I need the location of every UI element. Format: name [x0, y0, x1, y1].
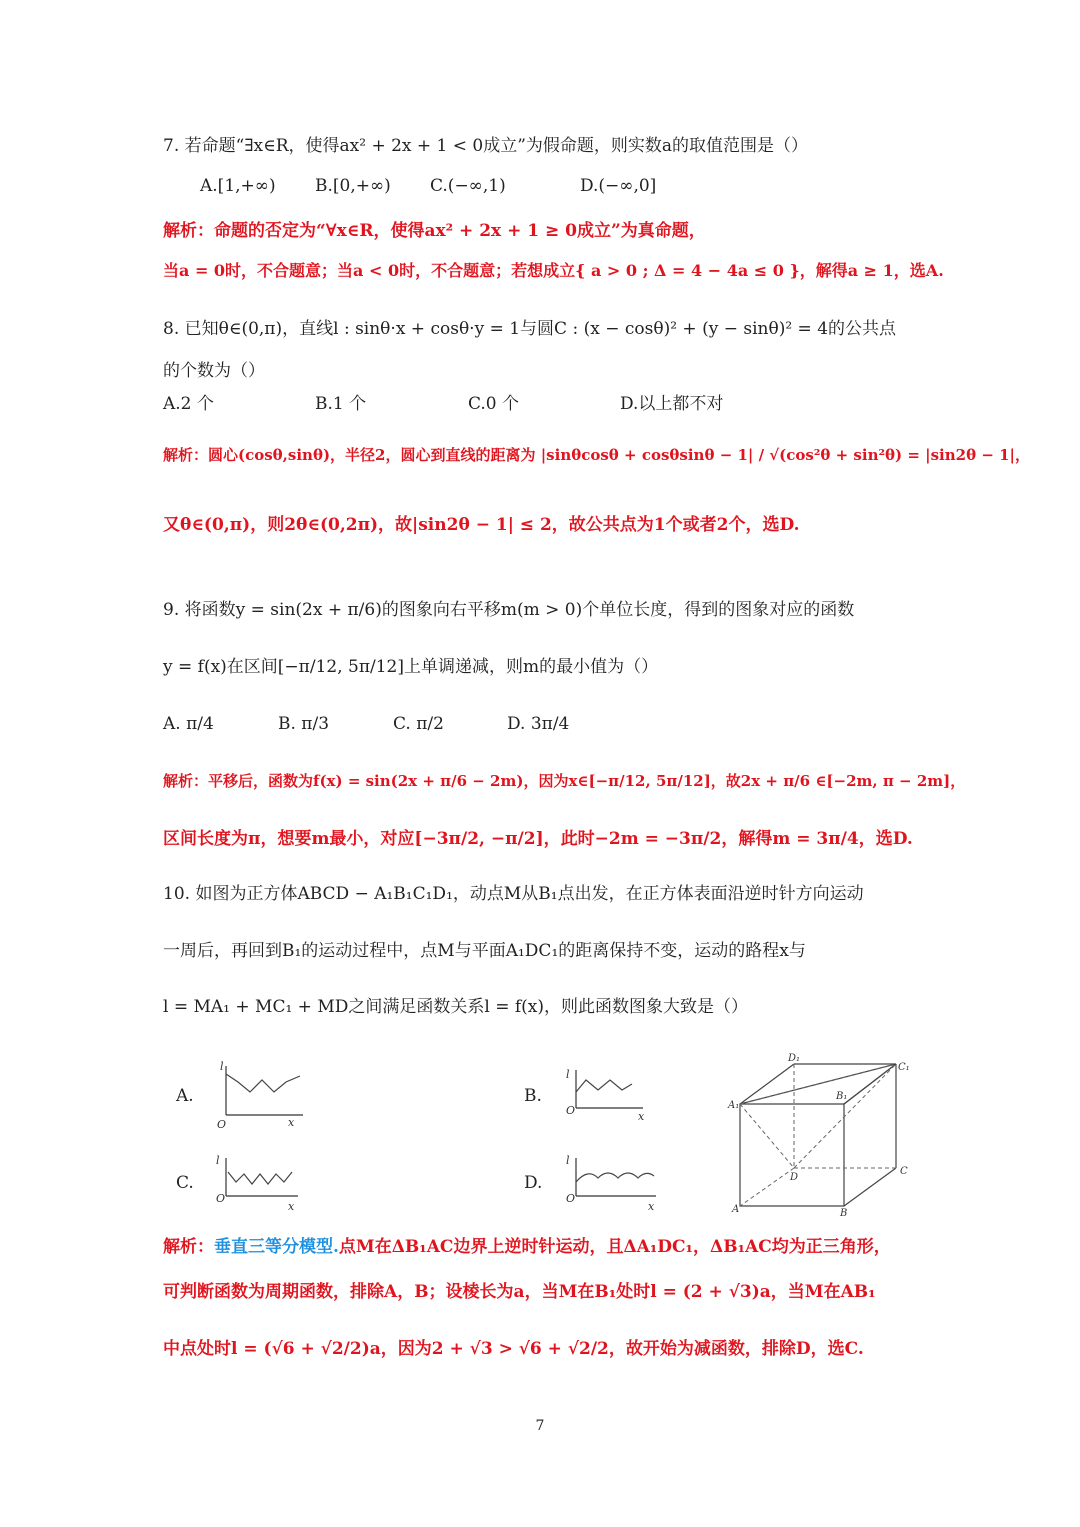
q8-option-d: D.以上都不对: [620, 394, 724, 414]
q10-graph-label-d: D.: [524, 1173, 543, 1193]
svg-text:B: B: [840, 1208, 848, 1219]
q10-solution-prefix: 解析：: [163, 1237, 214, 1257]
svg-text:l: l: [220, 1060, 224, 1073]
svg-text:A₁: A₁: [728, 1100, 740, 1111]
q8-option-a: A.2 个: [163, 394, 214, 414]
q10-graph-b: [558, 1066, 658, 1126]
q8-option-c: C.0 个: [468, 394, 520, 414]
q10-stem-line2: 一周后，再回到B₁的运动过程中，点M与平面A₁DC₁的距离保持不变，运动的路程x与: [163, 941, 806, 961]
svg-text:l: l: [216, 1154, 220, 1167]
svg-text:x: x: [288, 1116, 295, 1129]
q10-solution-line3: 中点处时l = (√6 + √2/2)a，因为2 + √3 > √6 + √2/2，故开始为减函数，排除D，选C.: [163, 1339, 864, 1359]
q10-graph-d: [558, 1152, 668, 1212]
svg-text:O: O: [216, 1192, 226, 1205]
q9-option-a: A. π/4: [163, 714, 214, 734]
svg-text:C₁: C₁: [898, 1062, 910, 1073]
q10-graph-label-b: B.: [524, 1086, 542, 1106]
page-number: 7: [535, 1418, 545, 1434]
q8-solution-line1: 解析：圆心(cosθ,sinθ)，半径2，圆心到直线的距离为 |sinθcosθ + cosθsinθ − 1| / √(cos²θ + sin²θ) = |sin2θ − 1|，: [163, 446, 1031, 464]
svg-text:x: x: [638, 1110, 645, 1123]
q7-option-b: B.[0,+∞): [315, 176, 391, 196]
svg-text:A: A: [732, 1204, 740, 1215]
q7-stem: 7. 若命题“∃x∈R，使得ax² + 2x + 1 < 0成立”为假命题，则实数a的取值范围是（）: [163, 136, 809, 156]
q7-option-a: A.[1,+∞): [200, 176, 276, 196]
q8-option-b: B.1 个: [315, 394, 367, 414]
q7-option-c: C.(−∞,1): [430, 176, 506, 196]
q8-solution-line2: 又θ∈(0,π)，则2θ∈(0,2π)，故|sin2θ − 1| ≤ 2，故公共点为1个或者2个，选D.: [163, 515, 800, 535]
svg-text:O: O: [566, 1104, 576, 1117]
q7-solution-line1: 解析：命题的否定为“∀x∈R，使得ax² + 2x + 1 ≥ 0成立”为真命题，: [163, 221, 706, 241]
q7-solution-line2: 当a = 0时，不合题意；当a < 0时，不合题意；若想成立{ a > 0 ; Δ = 4 − 4a ≤ 0 }，解得a ≥ 1，选A.: [163, 261, 944, 280]
q9-solution-line2: 区间长度为π，想要m最小，对应[−3π/2, −π/2]，此时−2m = −3π/2，解得m = 3π/4，选D.: [163, 829, 913, 849]
q10-solution-line1: [163, 1236, 891, 1258]
q10-solution-rest: 点M在ΔB₁AC边界上逆时针运动，且ΔA₁DC₁，ΔB₁AC均为正三角形，: [338, 1237, 891, 1257]
svg-text:l: l: [566, 1068, 570, 1081]
svg-text:O: O: [217, 1118, 227, 1130]
q10-graph-a: [208, 1060, 308, 1130]
q10-solution-model: 垂直三等分模型.: [214, 1237, 339, 1257]
q9-stem-line1: 9. 将函数y = sin(2x + π/6)的图象向右平移m(m > 0)个单位长度，得到的图象对应的函数: [163, 600, 855, 620]
q9-solution-line1: 解析：平移后，函数为f(x) = sin(2x + π/6 − 2m)，因为x∈[−π/12, 5π/12]，故2x + π/6 ∈[−2m, π − 2m]，: [163, 772, 966, 790]
q10-solution-line2: 可判断函数为周期函数，排除A，B；设棱长为a，当M在B₁处时l = (2 + √3)a，当M在AB₁: [163, 1282, 876, 1302]
q10-graph-label-a: A.: [176, 1086, 194, 1106]
svg-text:D₁: D₁: [788, 1053, 801, 1064]
svg-text:l: l: [566, 1154, 570, 1167]
q10-stem-line1: 10. 如图为正方体ABCD − A₁B₁C₁D₁，动点M从B₁点出发，在正方体表面沿逆时针方向运动: [163, 884, 864, 904]
q8-stem-line1: 8. 已知θ∈(0,π)，直线l : sinθ·x + cosθ·y = 1与圆C : (x − cosθ)² + (y − sinθ)² = 4的公共点: [163, 319, 897, 339]
q8-stem-line2: 的个数为（）: [163, 361, 265, 381]
svg-text:C: C: [900, 1166, 908, 1177]
q7-option-d: D.(−∞,0]: [580, 176, 657, 196]
q9-option-b: B. π/3: [278, 714, 330, 734]
q10-graph-c: [208, 1152, 308, 1212]
cube-figure: [726, 1050, 916, 1220]
svg-text:B₁: B₁: [836, 1091, 848, 1102]
q9-option-d: D. 3π/4: [507, 714, 570, 734]
q10-stem-line3: l = MA₁ + MC₁ + MD之间满足函数关系l = f(x)，则此函数图象大致是（）: [163, 997, 748, 1017]
svg-text:x: x: [288, 1200, 295, 1212]
svg-text:D: D: [790, 1172, 799, 1183]
q9-stem-line2: y = f(x)在区间[−π/12, 5π/12]上单调递减，则m的最小值为（）: [163, 657, 659, 677]
svg-text:x: x: [648, 1200, 655, 1212]
q9-option-c: C. π/2: [393, 714, 444, 734]
svg-text:O: O: [566, 1192, 576, 1205]
q10-graph-label-c: C.: [176, 1173, 194, 1193]
